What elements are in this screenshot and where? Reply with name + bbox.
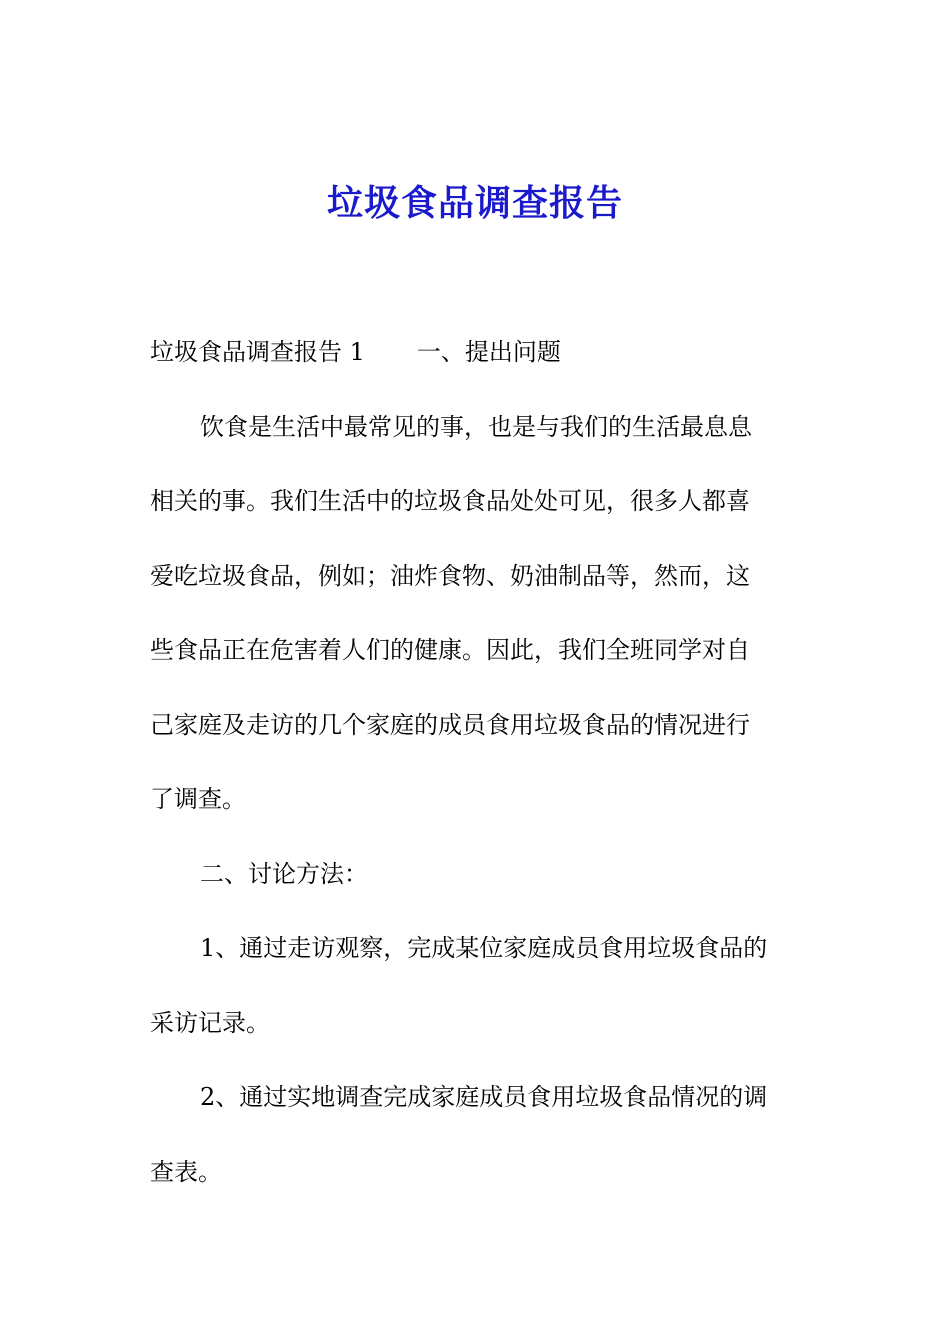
document-body (150, 315, 810, 1209)
body-line-4: 爱吃垃圾食品，例如；油炸食物、奶油制品等，然而，这 (150, 561, 750, 590)
body-line-10: 采访记录。 (150, 1008, 270, 1037)
body-line-2: 饮食是生活中最常见的事，也是与我们的生活最息息 (200, 412, 752, 441)
section-heading-2: 二、讨论方法： (200, 859, 368, 888)
body-line-3: 相关的事。我们生活中的垃圾食品处处可见，很多人都喜 (150, 487, 750, 515)
body-line-11: 2、通过实地调查完成家庭成员食用垃圾食品情况的调 (200, 1083, 768, 1111)
body-line-5: 些食品正在危害着人们的健康。因此，我们全班同学对自 (150, 636, 750, 664)
body-line-1 (150, 315, 810, 390)
document-title: 垃圾食品调查报告 (326, 182, 623, 224)
body-line-7: 了调查。 (150, 785, 246, 813)
section-heading-1: 一、提出问题 (416, 338, 561, 366)
body-line-12: 查表。 (150, 1157, 222, 1186)
report-heading: 垃圾食品调查报告 1 (150, 338, 365, 366)
body-line-9: 1、通过走访观察，完成某位家庭成员食用垃圾食品的 (200, 934, 768, 962)
body-line-6: 己家庭及走访的几个家庭的成员食用垃圾食品的情况进行 (150, 710, 750, 739)
